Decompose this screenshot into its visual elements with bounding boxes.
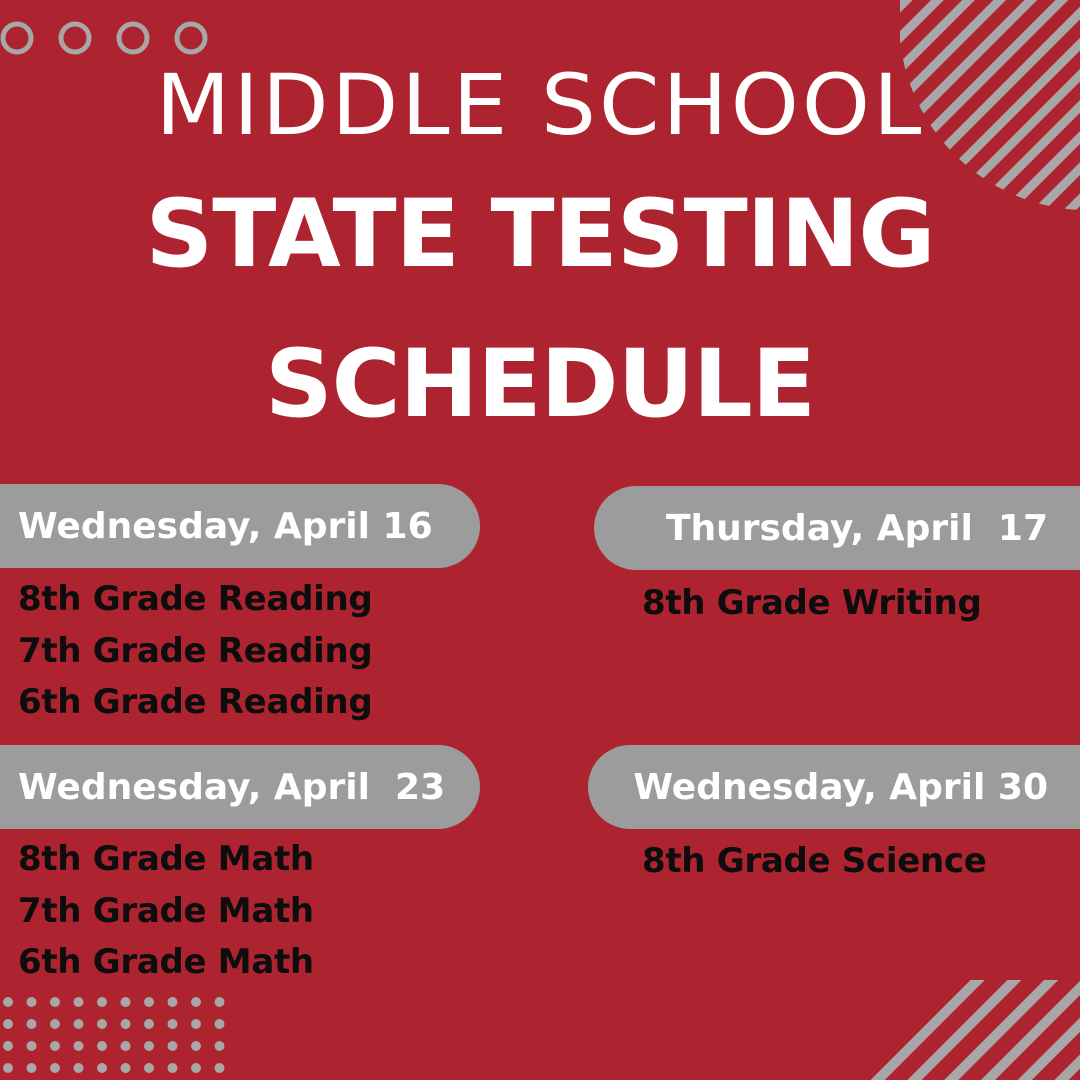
test-item: 6th Grade Reading [18, 682, 373, 722]
test-list-april-16 [18, 574, 372, 729]
test-list-april-30 [642, 836, 986, 888]
date-label: Wednesday, April 23 [18, 766, 446, 808]
title-line-3: SCHEDULE [264, 330, 816, 439]
date-label: Thursday, April 17 [665, 507, 1048, 549]
date-label: Wednesday, April 16 [18, 505, 433, 547]
title-line-1: MIDDLE SCHOOL [155, 56, 925, 154]
test-item: 8th Grade Reading [18, 579, 373, 619]
date-pill-april-17 [594, 486, 1080, 570]
ring-icons [0, 18, 230, 60]
test-item: 7th Grade Math [18, 890, 314, 931]
test-list-april-17 [642, 578, 981, 630]
test-item: 7th Grade Reading [18, 630, 373, 671]
test-item: 8th Grade Writing [642, 583, 982, 623]
test-list-april-23 [18, 834, 314, 989]
title-line-2: STATE TESTING [145, 180, 935, 289]
test-item: 8th Grade Science [642, 841, 987, 881]
diagonal-stripes-bottom [750, 980, 1080, 1080]
date-pill-april-23 [0, 745, 480, 829]
date-label: Wednesday, April 30 [633, 766, 1048, 808]
date-pill-april-30 [588, 745, 1080, 829]
date-pill-april-16 [0, 484, 480, 568]
test-item: 6th Grade Math [18, 942, 314, 982]
dot-grid [0, 990, 260, 1080]
test-item: 8th Grade Math [18, 839, 314, 879]
